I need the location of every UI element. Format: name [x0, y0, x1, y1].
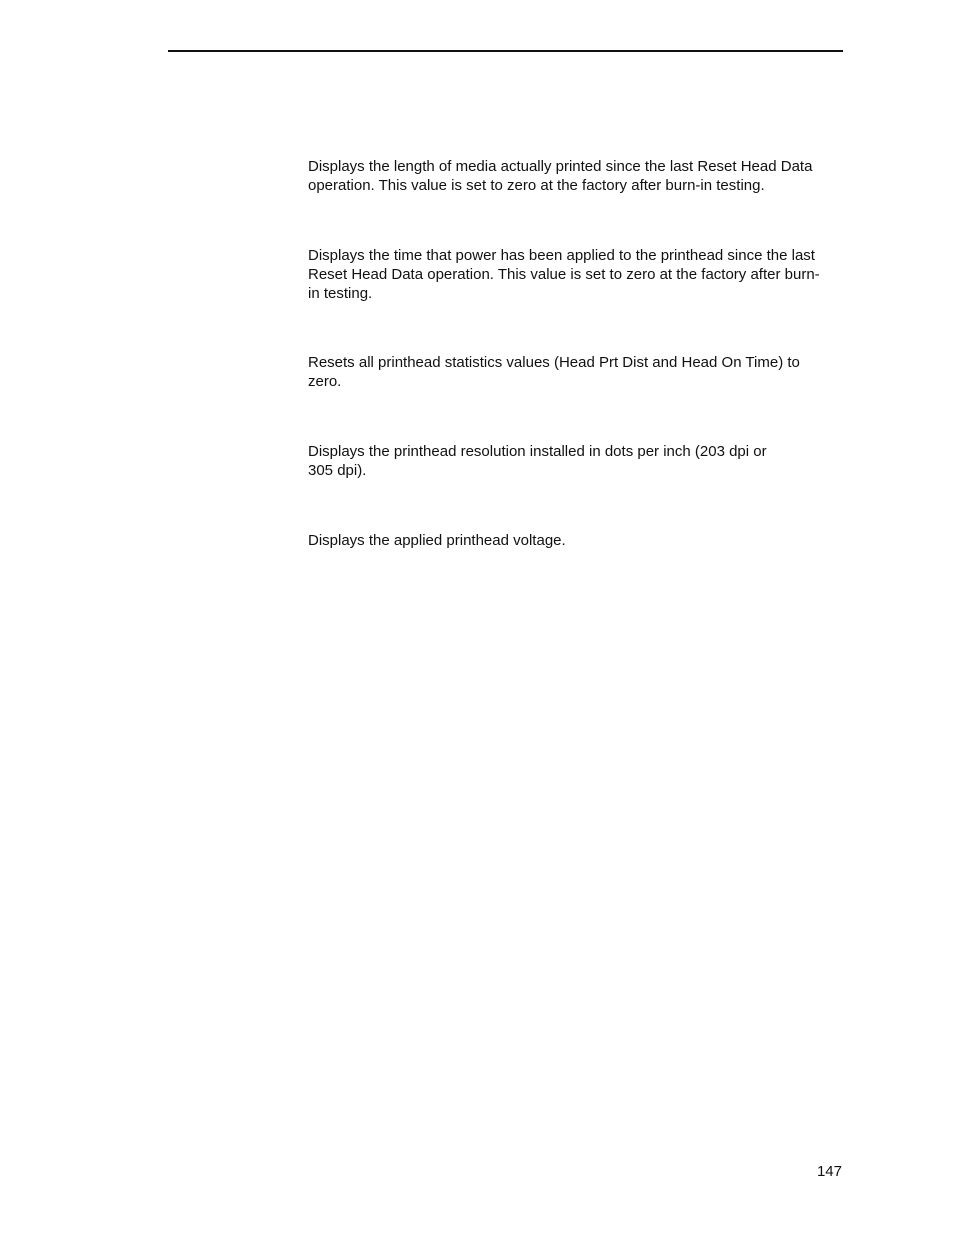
paragraph-printhead-voltage: Displays the applied printhead voltage.: [308, 532, 566, 549]
paragraph-head-print-distance: Displays the length of media actually printed since the last Reset Head Data operation. This value is set to zero at the factory after burn-in testing.: [308, 158, 813, 194]
paragraph-printhead-resolution: Displays the printhead resolution installed in dots per inch (203 dpi or 305 dpi).: [308, 443, 767, 479]
paragraph-reset-head-data: Resets all printhead statistics values (Head Prt Dist and Head On Time) to zero.: [308, 354, 800, 390]
paragraph-head-on-time: Displays the time that power has been applied to the printhead since the last Reset Head Data operation. This value is set to zero at the factory after burn- in testing.: [308, 247, 820, 302]
header-rule: [168, 50, 843, 52]
page-number: 147: [816, 1163, 842, 1180]
